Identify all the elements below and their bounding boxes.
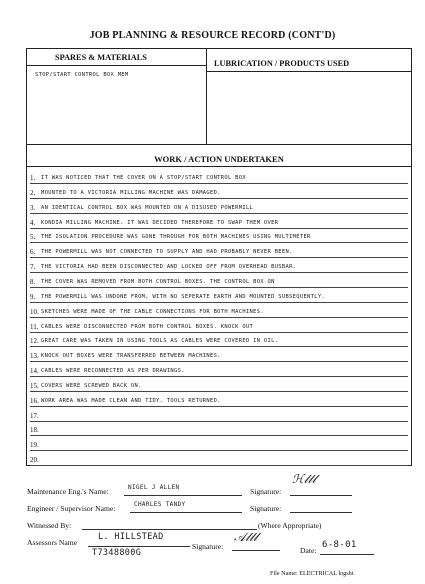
section-divider (26, 144, 412, 145)
date-value: 6-8-01 (322, 540, 357, 550)
spares-item: STOP/START CONTROL BOX MEM (35, 72, 129, 78)
date-label: Date: (300, 546, 317, 555)
work-line-number: 12. (30, 337, 39, 346)
signature-label-1: Signature: (250, 487, 282, 496)
work-line (30, 168, 408, 184)
work-line (30, 346, 408, 362)
assessor-name-line (88, 546, 190, 547)
work-line-number: 6. (30, 248, 36, 257)
work-line (30, 287, 408, 303)
maintenance-eng-label: Maintenance Eng.'s Name: (27, 487, 109, 496)
work-line-text: KONDIA MILLING MACHINE. IT WAS DECIDED THEREFORE TO SWAP THEM OVER (41, 219, 279, 226)
spares-header-rule (26, 65, 206, 66)
work-line-text: THE POWERMILL WAS UNDONE FROM, WITH NO SEPERATE EARTH AND MOUNTED SUBSEQUENTLY. (41, 293, 326, 300)
work-line (30, 198, 408, 214)
work-line-number: 7. (30, 263, 36, 272)
engineer-name-value: CHARLES TANDY (134, 501, 186, 508)
work-line-text: MOUNTED TO A VICTORIA MILLING MACHINE WAS DAMAGED. (41, 189, 221, 196)
engineer-label: Engineer / Supervisor Name: (27, 504, 116, 513)
work-line (30, 317, 408, 333)
engineer-name-line (130, 512, 242, 513)
assessor-id-value: T7348800G (92, 548, 142, 558)
work-heading-rule (26, 166, 412, 167)
work-line (30, 406, 408, 422)
work-line (30, 435, 408, 451)
work-line-text: SKETCHES WERE MADE OF THE CABLE CONNECTIONS FOR BOTH MACHINES. (41, 308, 264, 315)
where-appropriate-label: (Where Appropriate) (258, 521, 322, 530)
work-line-number: 16. (30, 396, 39, 405)
work-line-number: 4. (30, 218, 36, 227)
work-line-number: 20. (30, 456, 39, 465)
maintenance-name-value: NIGEL J ALLEN (128, 484, 180, 491)
work-line-text: WORK AREA WAS MADE CLEAN AND TIDY. TOOLS RETURNED. (41, 397, 221, 404)
work-line-text: AN IDENTICAL CONTROL BOX WAS MOUNTED ON A DISUSED POWERMILL (41, 204, 254, 211)
work-line-number: 1. (30, 174, 36, 182)
work-line (30, 227, 408, 243)
work-line-text: THE COVER WAS REMOVED FROM BOTH CONTROL BOXES. THE CONTROL BOX ON (41, 278, 275, 285)
work-line-text: KNOCK OUT BOXES WERE TRANSFERRED BETWEEN MACHINES. (41, 353, 221, 360)
work-line-text: CABLES WERE RECONNECTED AS PER DRAWINGS. (41, 368, 185, 375)
work-line-number: 9. (30, 292, 36, 301)
work-line (30, 272, 408, 288)
work-line-number: 17. (30, 411, 39, 420)
work-line-text: COVERS WERE SCREWED BACK ON. (41, 382, 142, 389)
date-line (320, 554, 374, 555)
maintenance-signature: ℋ𝓁𝓁𝓁 (292, 472, 316, 486)
work-line (30, 376, 408, 392)
work-line (30, 391, 408, 407)
work-line-number: 2. (30, 188, 36, 197)
work-heading: WORK / ACTION UNDERTAKEN (154, 154, 284, 164)
work-line-text: GREAT CARE WAS TAKEN IN USING TOOLS AS CABLES WERE COVERED IN OIL. (41, 338, 279, 345)
work-line-number: 10. (30, 307, 39, 316)
work-line-number: 8. (30, 277, 36, 286)
work-line (30, 361, 408, 377)
signature-line-3 (232, 550, 280, 551)
column-divider (206, 48, 207, 144)
spares-heading: SPARES & MATERIALS (55, 53, 147, 62)
signature-line-1 (290, 495, 352, 496)
assessor-label: Assessors Name (27, 538, 77, 547)
work-line-number: 15. (30, 381, 39, 390)
signature-label-2: Signature: (250, 504, 282, 513)
lubrication-heading: LUBRICATION / PRODUCTS USED (214, 59, 350, 68)
work-line (30, 420, 408, 436)
assessor-signature: 𝒜𝓁𝓁𝓁 (234, 530, 258, 544)
work-line (30, 450, 408, 466)
work-line-text: THE VICTORIA HAD BEEN DISCONNECTED AND LOCKED OFF FROM OVERHEAD BUSBAR. (41, 264, 297, 271)
assessor-name-value: L. HILLSTEAD (98, 532, 164, 542)
maintenance-name-line (124, 495, 242, 496)
work-line-number: 13. (30, 352, 39, 361)
work-line-number: 14. (30, 367, 39, 376)
work-line-number: 5. (30, 233, 36, 242)
work-line-number: 19. (30, 441, 39, 450)
work-line (30, 331, 408, 347)
work-line (30, 183, 408, 199)
work-line (30, 257, 408, 273)
file-name: File Name: ELECTRICAL logsht (270, 570, 354, 577)
work-line-text: THE POWERMILL WAS NOT CONNECTED TO SUPPLY AND HAD PROBABLY NEVER BEEN. (41, 249, 293, 256)
signature-label-3: Signature: (192, 542, 224, 551)
work-line (30, 302, 408, 318)
work-line (30, 242, 408, 258)
work-line-text: IT WAS NOTICED THAT THE COVER ON A STOP/START CONTROL BOX (41, 175, 246, 181)
document-title: JOB PLANNING & RESOURCE RECORD (CONT'D) (89, 30, 336, 41)
witnessed-line (82, 529, 257, 530)
work-line (30, 213, 408, 229)
lubrication-header-rule (206, 71, 412, 72)
signature-line-2 (290, 512, 352, 513)
witnessed-label: Witnessed By: (27, 521, 72, 530)
work-line-number: 11. (30, 322, 39, 331)
work-line-number: 3. (30, 203, 36, 212)
work-line-text: CABLES WERE DISCONNECTED FROM BOTH CONTROL BOXES. KNOCK OUT (41, 323, 254, 330)
work-line-number: 18. (30, 426, 39, 435)
work-line-text: THE ISOLATION PROCEDURE WAS GONE THROUGH FOR BOTH MACHINES USING MULTIMETER (41, 234, 311, 241)
